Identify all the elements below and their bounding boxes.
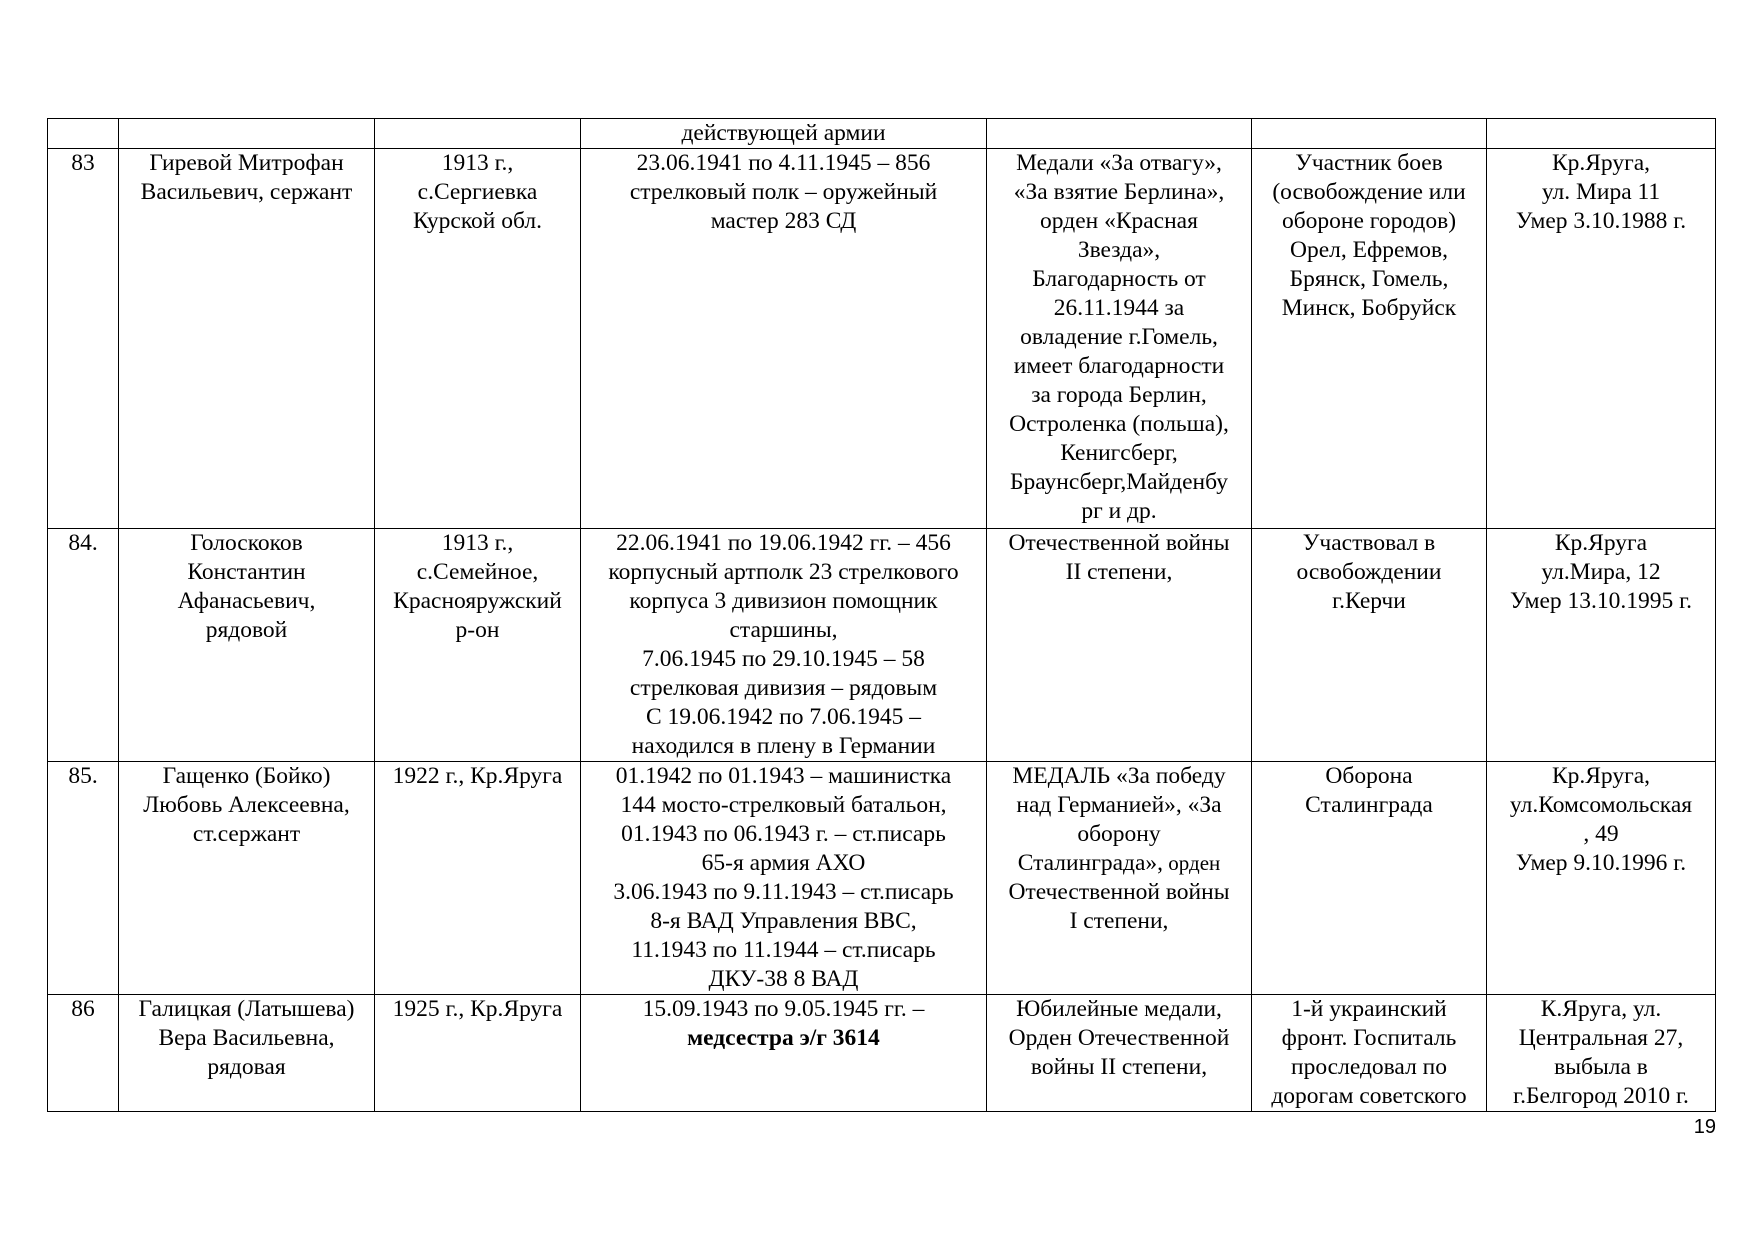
address-line: ул. Мира 11 [1541,179,1661,205]
awards-fragment: орден [1163,851,1221,875]
address-line: , 49 [1583,821,1619,847]
awards-line: II степени, [1065,559,1173,585]
birth-line: с.Сергиевка [417,179,538,205]
cell-battles [1252,762,1487,995]
service-line: 01.1942 по 01.1943 – машинистка [615,763,952,789]
battles-line: Участник боев [1295,150,1443,176]
cell-awards [987,995,1252,1112]
address-line: Умер 3.10.1988 г. [1515,208,1687,234]
veterans-table [47,118,1716,1112]
awards-line: «За взятие Берлина», [1013,179,1225,205]
service-line: мастер 283 СД [710,208,857,234]
awards-line: имеет благодарности [1013,353,1225,379]
service-line: 01.1943 по 06.1943 г. – ст.писарь [621,821,946,847]
battles-line: обороне городов) [1281,208,1457,234]
name-line: Любовь Алексеевна, [143,792,350,818]
name-line: рядовая [207,1054,286,1080]
cell-birth [375,762,581,995]
service-line: 8-я ВАД Управления ВВС, [650,908,917,934]
awards-line: Отечественной войны [1008,879,1230,905]
table-row [48,149,1716,529]
cell-awards [987,762,1252,995]
address-line: Кр.Яруга [1554,530,1648,556]
address-line: Умер 9.10.1996 г. [1515,850,1687,876]
cell-number [48,119,119,149]
battles-line: Участвовал в [1302,530,1436,556]
battles-line: Орел, Ефремов, [1290,237,1448,263]
cell-awards [987,529,1252,762]
cell-address [1487,149,1716,529]
address-line: Кр.Яруга, [1551,150,1651,176]
battles-line: Сталинграда [1305,792,1433,818]
service-line: 7.06.1945 по 29.10.1945 – 58 [642,646,925,672]
row-number: 83 [71,150,95,176]
battles-line: Оборона [1325,763,1413,789]
awards-line: Благодарность от [1032,266,1206,292]
cell-battles [1252,119,1487,149]
name-line: Гащенко (Бойко) [162,763,331,789]
name-line: рядовой [205,617,288,643]
cell-name [119,119,375,149]
birth-line: Курской обл. [413,208,542,234]
cell-birth [375,995,581,1112]
awards-line: орден «Красная [1040,208,1198,234]
cell-number [48,529,119,762]
service-line: действующей армии [681,120,886,146]
service-line: корпуса 3 дивизион помощник [629,588,938,614]
awards-line: Юбилейные медали, [1016,996,1222,1022]
table-row [48,529,1716,762]
cell-number [48,149,119,529]
birth-line: с.Семейное, [416,559,539,585]
cell-service [581,762,987,995]
awards-line: 26.11.1944 за [1053,295,1185,321]
service-line: медсестра э/г 3614 [687,1025,880,1051]
cell-name [119,995,375,1112]
service-line: стрелковый полк – оружейный [629,179,938,205]
cell-service [581,529,987,762]
awards-line: овладение г.Гомель, [1020,324,1218,350]
birth-line: Краснояружский [393,588,562,614]
cell-battles [1252,529,1487,762]
awards-line: МЕДАЛЬ «За победу [1012,763,1226,789]
awards-line: Браунсберг,Майденбу [1010,469,1228,495]
service-line: 15.09.1943 по 9.05.1945 гг. – [642,996,925,1022]
service-line: С 19.06.1942 по 7.06.1945 – [645,704,921,730]
cell-birth [375,529,581,762]
address-line: ул.Комсомольская [1509,792,1693,818]
cell-service [581,149,987,529]
name-line: Вера Васильевна, [158,1025,335,1051]
name-line: Голоскоков [190,530,303,556]
cell-battles [1252,149,1487,529]
cell-service [581,119,987,149]
awards-line: оборону [1077,821,1161,847]
row-number: 86 [71,996,95,1022]
address-line: выбыла в [1554,1054,1648,1080]
birth-line: 1913 г., [441,530,514,556]
name-line: Васильевич, сержант [140,179,353,205]
awards-line: Орден Отечественной [1008,1025,1230,1051]
cell-number [48,762,119,995]
service-line: 22.06.1941 по 19.06.1942 гг. – 456 [616,530,951,556]
battles-line: Брянск, Гомель, [1289,266,1449,292]
table-row-continuation [48,119,1716,149]
battles-line: г.Керчи [1332,588,1406,614]
cell-address [1487,762,1716,995]
table-row [48,995,1716,1112]
row-number: 85. [68,763,98,789]
awards-fragment: Сталинграда», [1017,850,1164,876]
awards-line: над Германией», «За [1016,792,1222,818]
awards-line: войны II степени, [1030,1054,1208,1080]
birth-line: 1925 г., Кр.Яруга [392,996,563,1022]
cell-number [48,995,119,1112]
address-line: г.Белгород 2010 г. [1513,1083,1689,1109]
awards-line: за города Берлин, [1031,382,1207,408]
cell-name [119,149,375,529]
service-line: ДКУ-38 8 ВАД [708,966,859,992]
cell-birth [375,149,581,529]
name-line: ст.сержант [192,821,301,847]
birth-line: р-он [455,617,500,643]
name-line: Афанасьевич, [177,588,316,614]
service-line: 23.06.1941 по 4.11.1945 – 856 [636,150,931,176]
service-line: находился в плену в Германии [631,733,936,759]
name-line: Константин [187,559,306,585]
awards-line: Звезда», [1077,237,1161,263]
service-line: корпусный артполк 23 стрелкового [608,559,959,585]
table-row [48,762,1716,995]
awards-line: рг и др. [1081,498,1157,524]
name-line: Гиревой Митрофан [149,150,344,176]
cell-service [581,995,987,1112]
service-line: 144 мосто-стрелковый батальон, [620,792,947,818]
battles-line: 1-й украинский [1291,996,1447,1022]
awards-line: Остроленка (польша), [1009,411,1229,437]
address-line: Центральная 27, [1518,1025,1684,1051]
awards-line: Медали «За отвагу», [1016,150,1222,176]
service-line: старшины, [729,617,838,643]
cell-birth [375,119,581,149]
battles-line: дорогам советского [1271,1083,1467,1109]
battles-line: фронт. Госпиталь [1281,1025,1457,1051]
cell-awards [987,149,1252,529]
name-line: Галицкая (Латышева) [138,996,355,1022]
service-line: стрелковая дивизия – рядовым [629,675,938,701]
battles-line: (освобождение или [1272,179,1466,205]
battles-line: проследовал по [1291,1054,1447,1080]
cell-awards [987,119,1252,149]
address-line: ул.Мира, 12 [1541,559,1661,585]
awards-line [989,849,1249,878]
row-number: 84. [68,530,98,556]
address-line: Умер 13.10.1995 г. [1510,588,1692,614]
birth-line: 1913 г., [441,150,514,176]
address-line: К.Яруга, ул. [1540,996,1662,1022]
awards-line: Кенигсберг, [1060,440,1178,466]
page-number: 19 [1693,1116,1716,1138]
birth-line: 1922 г., Кр.Яруга [392,763,563,789]
service-line: 11.1943 по 11.1944 – ст.писарь [631,937,936,963]
cell-name [119,529,375,762]
awards-line: Отечественной войны [1008,530,1230,556]
cell-name [119,762,375,995]
address-line: Кр.Яруга, [1551,763,1651,789]
battles-line: освобождении [1296,559,1442,585]
cell-address [1487,995,1716,1112]
service-line: 3.06.1943 по 9.11.1943 – ст.писарь [613,879,954,905]
cell-address [1487,119,1716,149]
battles-line: Минск, Бобруйск [1281,295,1457,321]
awards-line: I степени, [1069,908,1169,934]
cell-address [1487,529,1716,762]
service-line: 65-я армия АХО [701,850,866,876]
cell-battles [1252,995,1487,1112]
